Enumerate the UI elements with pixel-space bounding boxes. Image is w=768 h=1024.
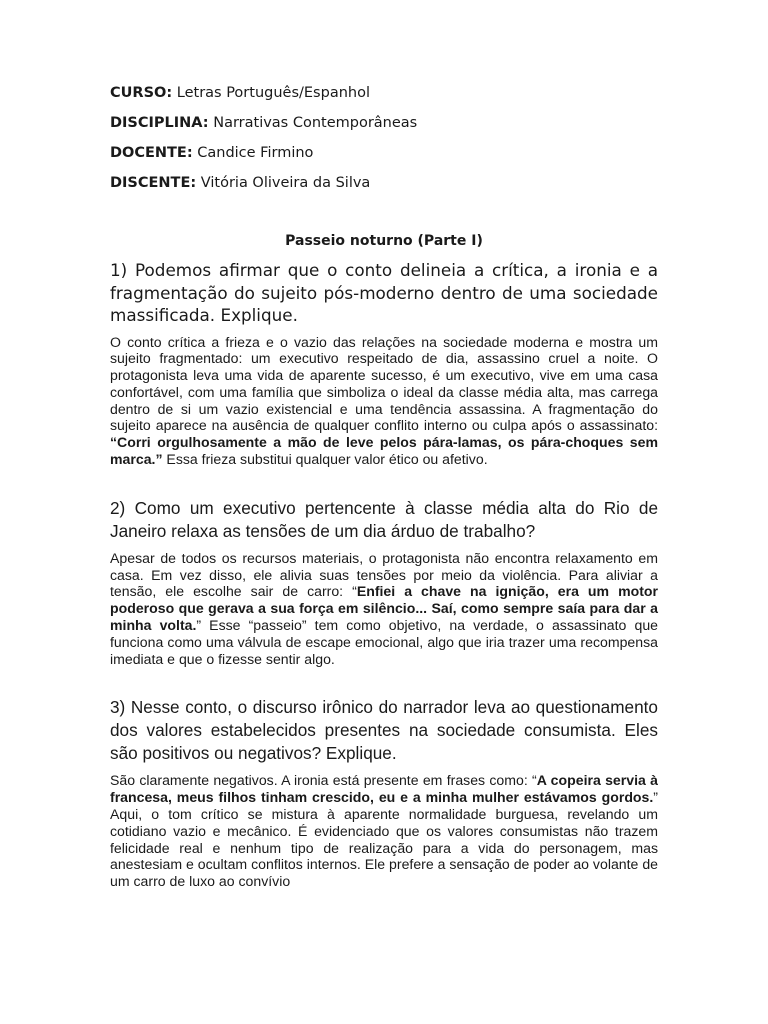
answer-1-text-end: Essa frieza substitui qualquer valor ético ou afetivo. [162,451,488,468]
question-1: 1) Podemos afirmar que o conto delineia a crítica, a ironia e a fragmentação do sujeito pós-moderno dentro de uma sociedade massificada. Explique. [110,260,658,325]
discipline-label: DISCIPLINA: [110,115,209,131]
course-value: Letras Português/Espanhol [172,85,370,101]
discipline-value: Narrativas Contemporâneas [208,115,418,131]
discipline-line [110,114,658,133]
answer-2-text: Apesar de todos os recursos materiais, o protagonista não encontra relaxamento em casa. Em vez disso, ele alivia suas tensões por meio da violência. Para aliviar a tensão, ele escolhe sair de carro: “ [110,549,658,600]
spacer [110,667,658,696]
student-line [110,174,658,193]
question-2: 2) Como um executivo pertencente à classe média alta do Rio de Janeiro relaxa as tensões de um dia árduo de trabalho? [110,497,658,541]
spacer [110,468,658,497]
answer-1-quote: “Corri orgulhosamente a mão de leve pelos pára-lamas, os pára-choques sem marca.” [110,434,658,468]
answer-2-text-end: ” Esse “passeio” tem como objetivo, na verdade, o assassinato que funciona como uma válvula de escape emocional, algo que iria trazer uma recompensa imediata e que o fizesse sentir algo. [110,617,658,667]
student-label: DISCENTE: [110,175,197,191]
answer-1 [110,334,658,468]
answer-2-quote: Enfiei a chave na ignição, era um motor poderoso que gerava a sua força em silêncio... Saí, como sempre saía para dar a minha volta. [110,583,659,634]
student-value: Vitória Oliveira da Silva [196,175,371,191]
answer-3-text: São claramente negativos. A ironia está presente em frases como: “ [110,772,537,789]
course-label: CURSO: [110,85,173,101]
teacher-label: DOCENTE: [110,145,193,161]
answer-3 [110,772,658,890]
answer-1-text: O conto crítica a frieza e o vazio das relações na sociedade moderna e mostra um sujeito fragmentado: um executivo respeitado de dia, assassino cruel a noite. O protagonista leva uma vida de aparente sucesso, é um executivo, vive em uma casa confortável, com uma família que simboliza o ideal da classe média alta, mas carrega dentro de si um vazio existencial e uma tendência assassina. A fragmentação do sujeito aparece na ausência de qualquer conflito interno ou culpa após o assassinato: [110,333,658,434]
document-body [110,84,658,890]
teacher-line [110,144,658,163]
document-title: Passeio noturno (Parte I) [285,233,483,249]
teacher-value: Candice Firmino [192,145,314,161]
course-line [110,84,658,103]
question-3: 3) Nesse conto, o discurso irônico do narrador leva ao questionamento dos valores estabelecidos presentes na sociedade consumista. Eles são positivos ou negativos? Explique. [110,697,658,764]
answer-3-text-end: ” Aqui, o tom crítico se mistura à aparente normalidade burguesa, revelando um cotidiano vazio e mecânico. É evidenciado que os valores consumistas não trazem felicidade real e nenhum tipo de realização para a vida do personagem, mas anestesiam e ocultam conflitos internos. Ele prefere a sensação de poder ao volante de um carro de luxo ao convívio [110,789,658,890]
answer-3-quote: A copeira servia à francesa, meus filhos tinham crescido, eu e a minha mulher estávamos gordos. [110,772,658,806]
answer-2 [110,550,658,668]
